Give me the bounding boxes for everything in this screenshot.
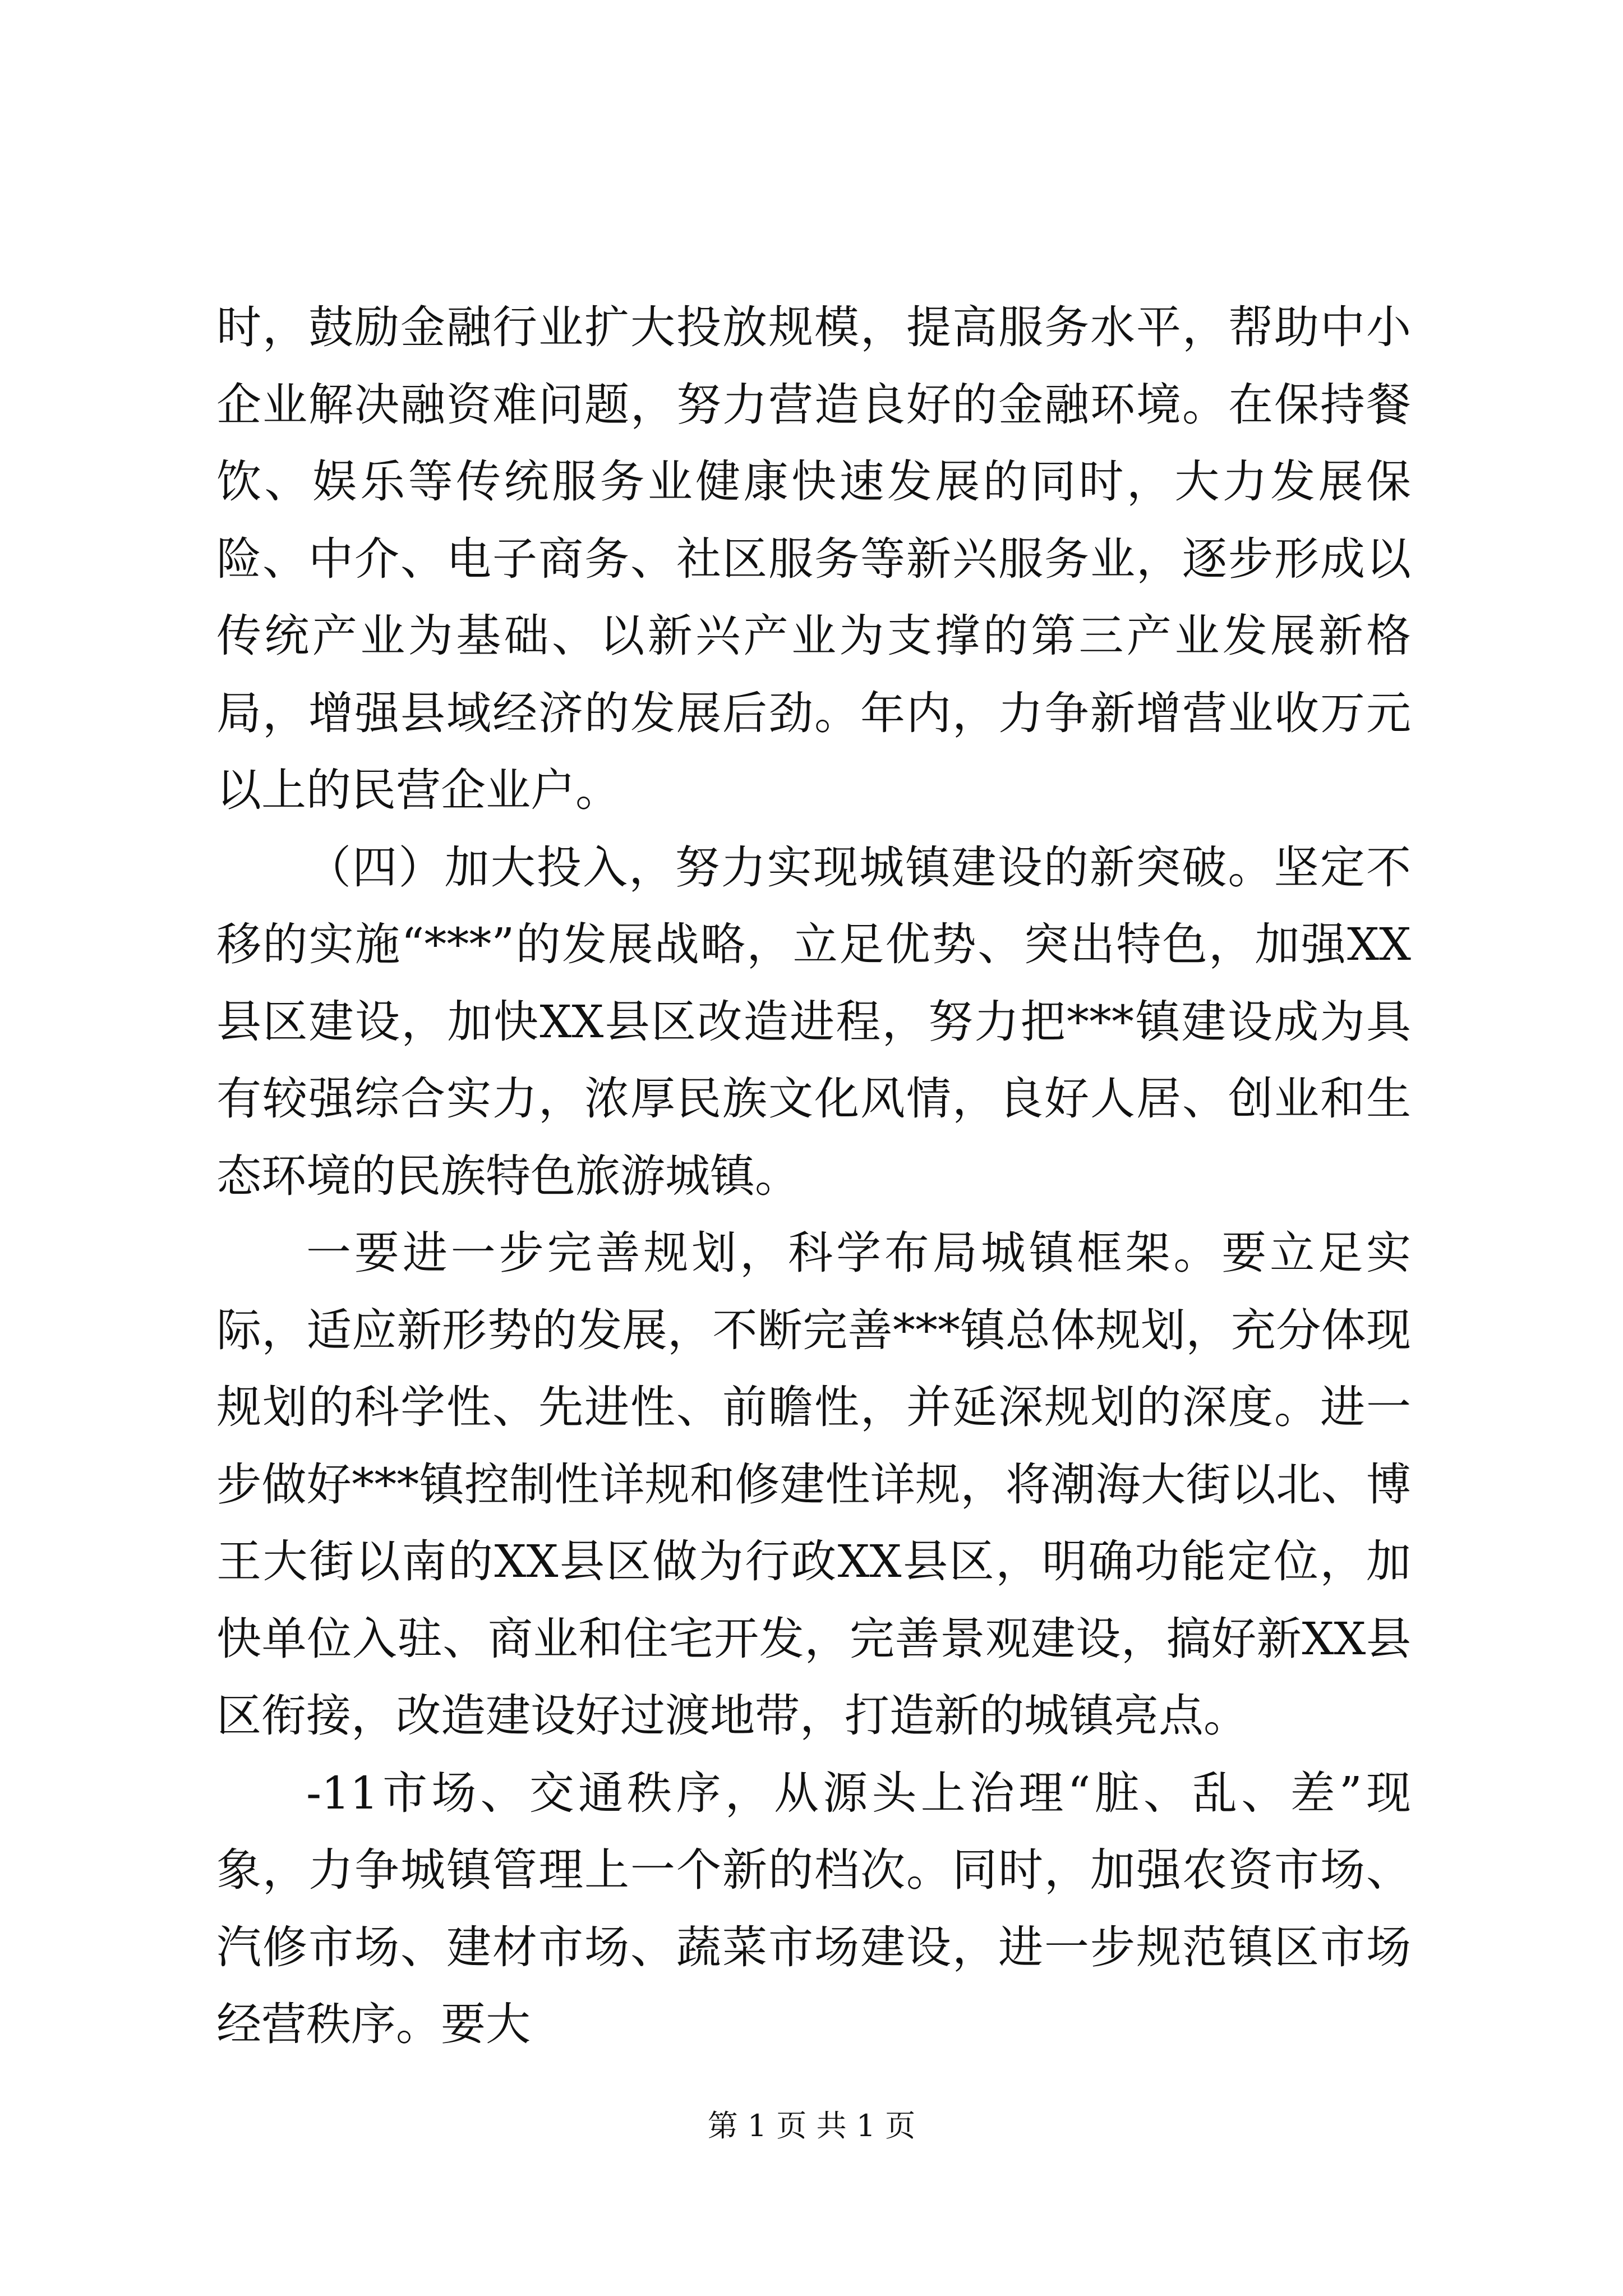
page-footer: 第 1 页 共 1 页	[707, 2108, 916, 2143]
paragraph-market-order: -11市场、交通秩序，从源头上治理“脏、乱、差”现象，力争城镇管理上一个新的档次。同时，加强农资市场、汽修市场、建材市场、蔬菜市场建设，进一步规范镇区市场经营秩序。要大	[216, 1766, 1411, 2050]
paragraph-planning: 一要进一步完善规划，科学布局城镇框架。要立足实际，适应新形势的发展，不断完善***镇总体规划，充分体现规划的科学性、先进性、前瞻性，并延深规划的深度。进一步做好***镇控制性详规和修建性详规，将潮海大街以北、博王大街以南的XX县区做为行政XX县区，明确功能定位，加快单位入驻、商业和住宅开发，完善景观建设，搞好新XX县区衔接，改造建设好过渡地带，打造新的城镇亮点。	[216, 1227, 1411, 1742]
paragraph-continuation: 时，鼓励金融行业扩大投放规模，提高服务水平，帮助中小企业解决融资难问题，努力营造良好的金融环境。在保持餐饮、娱乐等传统服务业健康快速发展的同时，大力发展保险、中介、电子商务、社区服务等新兴服务业，逐步形成以传统产业为基础、以新兴产业为支撑的第三产业发展新格局，增强县域经济的发展后劲。年内，力争新增营业收万元以上的民营企业户。	[216, 301, 1411, 816]
paragraph-section-four: （四）加大投入，努力实现城镇建设的新突破。坚定不移的实施“***”的发展战略，立足优势、突出特色，加强XX县区建设，加快XX县区改造进程，努力把***镇建设成为具有较强综合实力，浓厚民族文化风情，良好人居、创业和生态环境的民族特色旅游城镇。	[216, 841, 1411, 1202]
document-body	[216, 289, 1411, 2063]
